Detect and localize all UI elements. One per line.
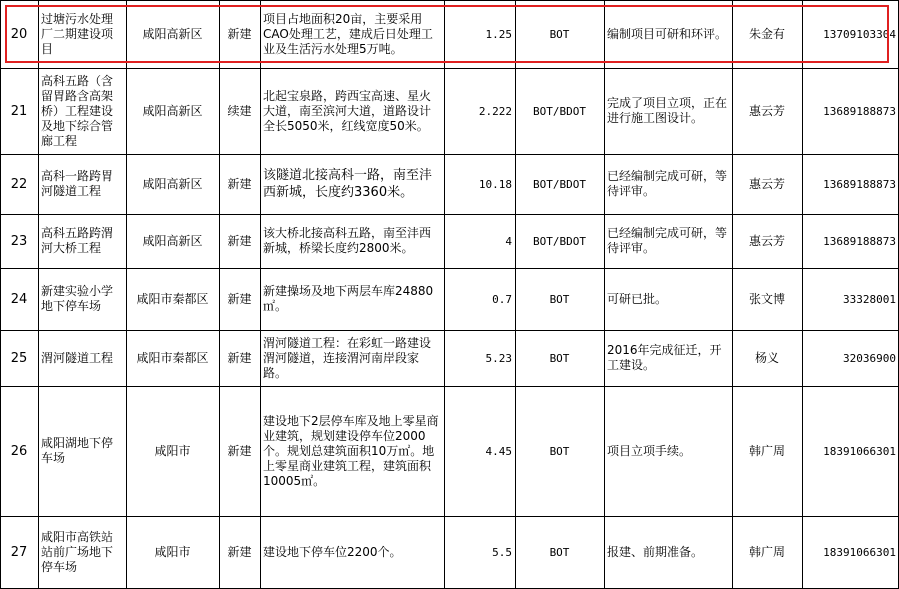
investment-cell[interactable] [444, 68, 515, 154]
project-name-cell[interactable] [38, 154, 126, 214]
column-divider [126, 0, 127, 589]
row-divider [0, 68, 899, 69]
row-number-cell[interactable] [0, 268, 38, 330]
investment-cell[interactable] [444, 268, 515, 330]
location-text: 咸阳高新区 [142, 103, 203, 118]
row-number-text: 22 [10, 176, 28, 192]
mode-text: BOT [549, 444, 570, 458]
contact-text: 朱金有 [748, 26, 785, 41]
location-cell[interactable] [126, 330, 219, 386]
phone-cell[interactable] [802, 268, 899, 330]
location-cell[interactable] [126, 516, 219, 589]
investment-text: 1.25 [485, 27, 512, 41]
contact-text: 惠云芳 [748, 103, 785, 118]
location-text: 咸阳高新区 [142, 233, 203, 248]
mode-cell[interactable] [515, 154, 604, 214]
progress-cell[interactable] [604, 268, 732, 330]
phone-text: 13689188873 [823, 234, 896, 248]
column-divider [802, 0, 803, 589]
contact-text: 韩广周 [748, 443, 785, 458]
contact-cell[interactable] [732, 154, 802, 214]
row-number-text: 27 [10, 545, 28, 560]
row-number-cell[interactable] [0, 154, 38, 214]
location-text: 咸阳市 [154, 545, 191, 559]
phone-text: 32036900 [843, 351, 896, 365]
location-text: 咸阳市 [154, 443, 191, 458]
location-text: 咸阳市秦都区 [136, 291, 209, 306]
build-type-text: 新建 [227, 26, 252, 41]
row-number-cell[interactable] [0, 330, 38, 386]
build-type-text: 新建 [227, 233, 252, 248]
row-number-text: 24 [10, 291, 28, 307]
mode-text: BOT/BDOT [533, 177, 586, 191]
phone-cell[interactable] [802, 214, 899, 268]
phone-cell[interactable] [802, 154, 899, 214]
progress-cell[interactable] [604, 516, 732, 589]
mode-cell[interactable] [515, 214, 604, 268]
contact-text: 杨义 [754, 350, 779, 365]
project-name-text: 过塘污水处理厂二期建设项目 [41, 11, 114, 56]
mode-cell[interactable] [515, 268, 604, 330]
location-text: 咸阳高新区 [142, 176, 203, 191]
row-divider [0, 268, 899, 269]
content-cell[interactable] [260, 268, 444, 330]
location-text: 咸阳高新区 [142, 26, 203, 41]
location-cell[interactable] [126, 154, 219, 214]
project-name-cell[interactable] [38, 386, 126, 516]
project-name-text: 咸阳市高铁站站前广场地下停车场 [41, 530, 114, 574]
project-name-text: 高科一路跨胃河隧道工程 [41, 169, 114, 198]
investment-text: 2.222 [478, 104, 512, 118]
progress-text: 已经编制完成可研，等待评审。 [607, 169, 728, 198]
progress-text: 2016年完成征迁，开工建设。 [607, 343, 722, 372]
project-name-cell[interactable] [38, 516, 126, 589]
phone-text: 18391066301 [823, 546, 896, 559]
content-cell[interactable] [260, 516, 444, 589]
investment-text: 5.23 [485, 351, 512, 365]
build-type-cell[interactable] [219, 154, 260, 214]
investment-text: 0.7 [492, 292, 512, 306]
row-number-cell[interactable] [0, 386, 38, 516]
content-cell[interactable] [260, 154, 444, 214]
project-name-cell[interactable] [38, 330, 126, 386]
contact-text: 张文博 [748, 291, 785, 306]
investment-text: 5.5 [492, 546, 512, 559]
location-cell[interactable] [126, 68, 219, 154]
location-cell[interactable] [126, 214, 219, 268]
phone-cell[interactable] [802, 68, 899, 154]
mode-text: BOT [549, 27, 570, 41]
progress-text: 编制项目可研和环评。 [607, 26, 728, 41]
row-divider [0, 154, 899, 155]
project-name-text: 高科五路跨渭河大桥工程 [41, 226, 114, 255]
content-text: 新建操场及地下两层车库24880㎡。 [263, 284, 434, 313]
column-divider [260, 0, 261, 589]
phone-text: 33328001 [843, 292, 896, 306]
progress-cell[interactable] [604, 330, 732, 386]
progress-cell[interactable] [604, 154, 732, 214]
investment-cell[interactable] [444, 386, 515, 516]
progress-text: 完成了项目立项，正在进行施工图设计。 [607, 96, 728, 125]
phone-cell[interactable] [802, 516, 899, 589]
investment-cell[interactable] [444, 516, 515, 589]
column-divider [38, 0, 39, 589]
build-type-cell[interactable] [219, 516, 260, 589]
build-type-cell[interactable] [219, 268, 260, 330]
progress-text: 已经编制完成可研，等待评审。 [607, 226, 728, 255]
row-number-text: 23 [10, 233, 28, 249]
phone-text: 18391066301 [823, 444, 896, 458]
content-text: 该隧道北接高科一路，南至沣西新城，长度约3360米。 [263, 168, 433, 200]
phone-text: 13689188873 [823, 177, 896, 191]
content-text: 北起宝泉路，跨西宝高速、星火大道，南至滨河大道，道路设计全长5050米，红线宽度50米。 [263, 88, 432, 133]
column-divider [732, 0, 733, 589]
row-number-cell[interactable] [0, 68, 38, 154]
progress-cell[interactable] [604, 68, 732, 154]
project-name-cell[interactable] [38, 268, 126, 330]
selection-highlight [5, 5, 889, 63]
content-text: 渭河隧道工程：在彩虹一路建设渭河隧道，连接渭河南岸段家路。 [263, 335, 432, 380]
content-cell[interactable] [260, 214, 444, 268]
content-text: 建设地下停车位2200个。 [263, 545, 402, 559]
column-divider [515, 0, 516, 589]
build-type-cell[interactable] [219, 330, 260, 386]
build-type-text: 新建 [227, 545, 252, 559]
investment-text: 10.18 [478, 177, 512, 191]
mode-text: BOT [549, 546, 570, 559]
progress-text: 报建、前期准备。 [607, 545, 704, 559]
row-number-text: 25 [10, 350, 28, 366]
progress-text: 可研已批。 [607, 291, 668, 306]
project-name-text: 渭河隧道工程 [41, 350, 114, 365]
project-name-text: 高科五路（含留胃路含高架桥）工程建设及地下综合管廊工程 [41, 73, 114, 148]
build-type-text: 新建 [227, 176, 252, 191]
mode-cell[interactable] [515, 516, 604, 589]
project-name-text: 咸阳湖地下停车场 [41, 436, 114, 465]
location-cell[interactable] [126, 386, 219, 516]
phone-text: 13709103304 [823, 27, 896, 41]
build-type-text: 新建 [227, 350, 252, 365]
contact-text: 惠云芳 [748, 233, 785, 248]
progress-cell[interactable] [604, 214, 732, 268]
progress-text: 项目立项手续。 [607, 443, 692, 458]
mode-cell[interactable] [515, 330, 604, 386]
column-divider [0, 0, 1, 589]
mode-text: BOT [549, 292, 570, 306]
content-cell[interactable] [260, 386, 444, 516]
contact-cell[interactable] [732, 330, 802, 386]
mode-text: BOT [549, 351, 570, 365]
project-name-cell[interactable] [38, 68, 126, 154]
contact-cell[interactable] [732, 386, 802, 516]
investment-cell[interactable] [444, 330, 515, 386]
phone-cell[interactable] [802, 386, 899, 516]
contact-cell[interactable] [732, 516, 802, 589]
contact-cell[interactable] [732, 214, 802, 268]
row-divider [0, 0, 899, 1]
investment-text: 4 [505, 234, 512, 248]
column-divider [604, 0, 605, 589]
mode-text: BOT/BDOT [533, 234, 586, 248]
project-name-cell[interactable] [38, 214, 126, 268]
content-cell[interactable] [260, 330, 444, 386]
contact-cell[interactable] [732, 268, 802, 330]
row-number-cell[interactable] [0, 214, 38, 268]
mode-text: BOT/BDOT [533, 104, 586, 118]
progress-cell[interactable] [604, 386, 732, 516]
contact-cell[interactable] [732, 68, 802, 154]
location-text: 咸阳市秦都区 [136, 350, 209, 365]
investment-cell[interactable] [444, 214, 515, 268]
project-name-text: 新建实验小学地下停车场 [41, 284, 114, 313]
row-number-cell[interactable] [0, 516, 38, 589]
build-type-text: 续建 [227, 103, 252, 118]
row-number-text: 26 [10, 443, 28, 459]
phone-cell[interactable] [802, 330, 899, 386]
row-number-text: 20 [10, 26, 28, 42]
build-type-text: 新建 [227, 291, 252, 306]
build-type-text: 新建 [227, 443, 252, 458]
content-text: 建设地下2层停车库及地上零星商业建筑，规划建设停车位2000个。规划总建筑面积10万㎡。地上零星商业建筑工程，建筑面积10005㎡。 [263, 413, 439, 488]
column-divider [219, 0, 220, 589]
content-cell[interactable] [260, 68, 444, 154]
row-divider [0, 330, 899, 331]
row-divider [0, 214, 899, 215]
investment-cell[interactable] [444, 154, 515, 214]
mode-cell[interactable] [515, 386, 604, 516]
contact-text: 惠云芳 [748, 176, 785, 191]
mode-cell[interactable] [515, 68, 604, 154]
build-type-cell[interactable] [219, 68, 260, 154]
build-type-cell[interactable] [219, 386, 260, 516]
contact-text: 韩广周 [748, 545, 785, 559]
column-divider [444, 0, 445, 589]
row-number-text: 21 [10, 103, 28, 119]
row-divider [0, 516, 899, 517]
investment-text: 4.45 [485, 444, 512, 458]
row-divider [0, 386, 899, 387]
content-text: 项目占地面积20亩，主要采用CAO处理工艺，建成后日处理工业及生活污水处理5万吨。 [263, 11, 433, 56]
phone-text: 13689188873 [823, 104, 896, 118]
location-cell[interactable] [126, 268, 219, 330]
build-type-cell[interactable] [219, 214, 260, 268]
content-text: 该大桥北接高科五路，南至沣西新城，桥梁长度约2800米。 [263, 226, 432, 255]
